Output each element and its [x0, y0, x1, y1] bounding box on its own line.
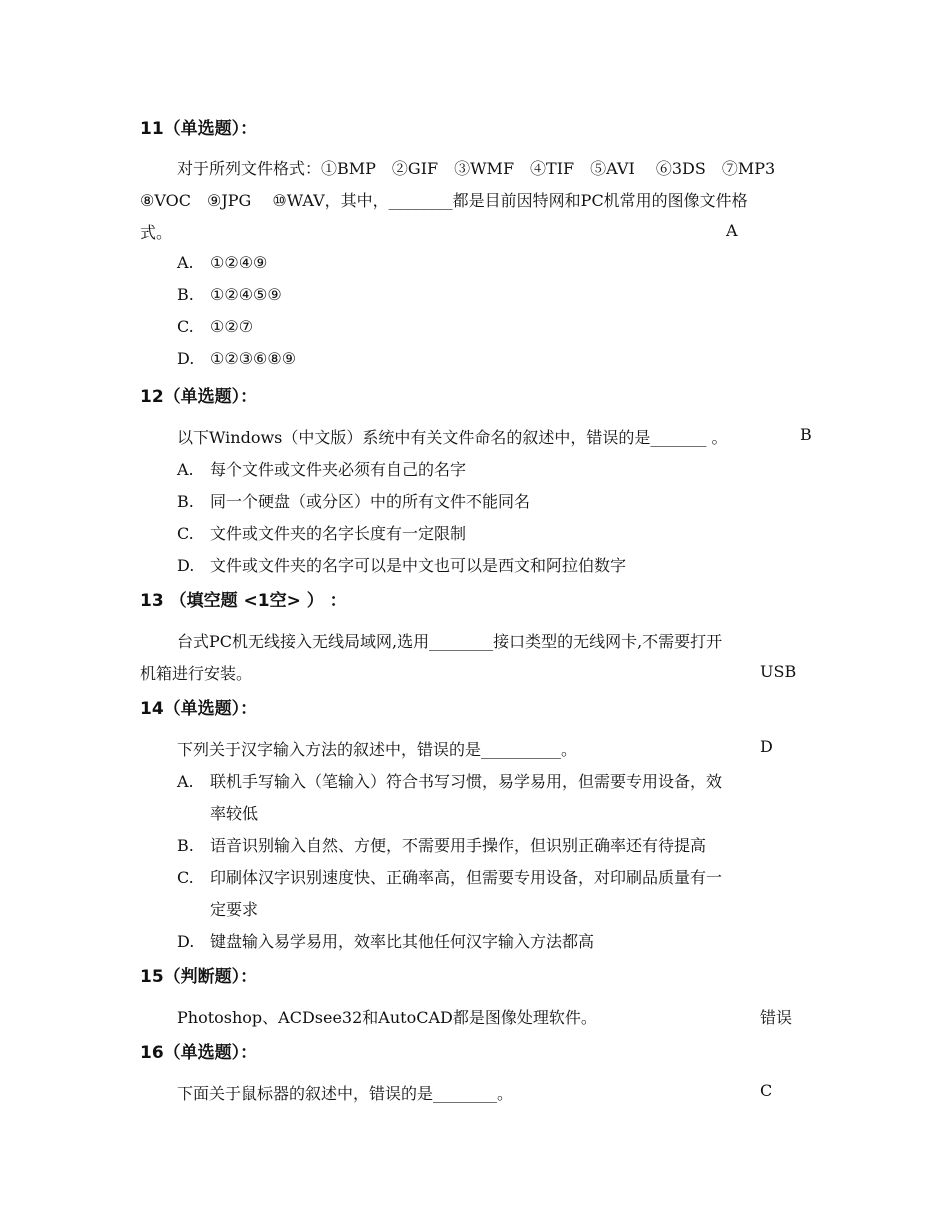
option-text: ①②③⑥⑧⑨: [210, 349, 297, 368]
option-label: B.: [177, 836, 194, 855]
answer-text: 错误: [760, 1008, 793, 1027]
option-text: 语音识别输入自然、方便，不需要用手操作，但识别正确率还有待提高: [210, 836, 707, 855]
option-label: A.: [177, 772, 194, 791]
option-b: [177, 285, 282, 304]
option-label: A.: [177, 253, 194, 272]
option-text: 键盘输入易学易用，效率比其他任何汉字输入方法都高: [210, 932, 595, 951]
option-b: [177, 489, 530, 512]
option-text: ①②④⑤⑨: [210, 285, 282, 304]
option-text: ①②⑦: [210, 317, 254, 336]
option-c: [177, 521, 466, 544]
option-d: [177, 553, 626, 576]
option-a: [177, 253, 267, 272]
question-header: 16（单选题）：: [140, 1043, 258, 1063]
question-header: 15（判断题）：: [140, 967, 258, 987]
option-label: D.: [177, 932, 195, 951]
option-label: C.: [177, 524, 194, 543]
option-a: [177, 769, 722, 792]
option-a-wrap: 率较低: [210, 804, 259, 823]
option-label: D.: [177, 556, 195, 575]
option-label: D.: [177, 349, 195, 368]
option-text: 文件或文件夹的名字长度有一定限制: [210, 524, 467, 543]
option-c: [177, 865, 722, 888]
option-a: [177, 457, 466, 480]
option-text: 印刷体汉字识别速度快、正确率高，但需要专用设备，对印刷品质量有一: [210, 868, 723, 887]
option-label: A.: [177, 460, 194, 479]
question-header: 13 （填空题 <1空> ） ：: [140, 591, 347, 611]
option-text: 联机手写输入（笔输入）符合书写习惯，易学易用，但需要专用设备，效: [210, 772, 723, 791]
question-header: 12（单选题）：: [140, 387, 258, 407]
answer-text: A: [726, 221, 738, 240]
question-stem-line: 以下Windows（中文版）系统中有关文件命名的叙述中，错误的是_______ 。: [177, 428, 728, 447]
question-header: 14（单选题）：: [140, 699, 258, 719]
option-text: 同一个硬盘（或分区）中的所有文件不能同名: [210, 492, 531, 511]
question-stem-line: 机箱进行安装。: [140, 664, 253, 683]
answer-text: C: [760, 1081, 773, 1100]
question-stem-line: 式。: [140, 223, 173, 242]
option-text: 每个文件或文件夹必须有自己的名字: [210, 460, 467, 479]
option-b: [177, 833, 706, 856]
question-stem-line: 对于所列文件格式：①BMP ②GIF ③WMF ④TIF ⑤AVI ⑥3DS ⑦MP3: [177, 159, 776, 178]
question-header: 11（单选题）：: [140, 119, 258, 139]
question-stem-line: ⑧VOC ⑨JPG ⑩WAV，其中，________都是目前因特网和PC机常用的图像文件格: [140, 191, 748, 210]
option-label: B.: [177, 285, 194, 304]
answer-text: B: [800, 425, 812, 444]
question-stem-line: 台式PC机无线接入无线局域网,选用________接口类型的无线网卡,不需要打开: [177, 632, 723, 651]
option-label: C.: [177, 317, 194, 336]
option-c: [177, 317, 253, 336]
question-stem-line: Photoshop、ACDsee32和AutoCAD都是图像处理软件。: [177, 1008, 597, 1027]
answer-text: USB: [760, 662, 797, 681]
option-text: ①②④⑨: [210, 253, 268, 272]
option-text: 文件或文件夹的名字可以是中文也可以是西文和阿拉伯数字: [210, 556, 627, 575]
option-d: [177, 929, 594, 952]
question-stem-line: 下列关于汉字输入方法的叙述中，错误的是__________。: [177, 740, 578, 759]
option-label: B.: [177, 492, 194, 511]
option-d: [177, 349, 296, 368]
answer-text: D: [760, 737, 773, 756]
option-label: C.: [177, 868, 194, 887]
question-stem-line: 下面关于鼠标器的叙述中，错误的是________。: [177, 1084, 514, 1103]
option-c-wrap: 定要求: [210, 900, 259, 919]
